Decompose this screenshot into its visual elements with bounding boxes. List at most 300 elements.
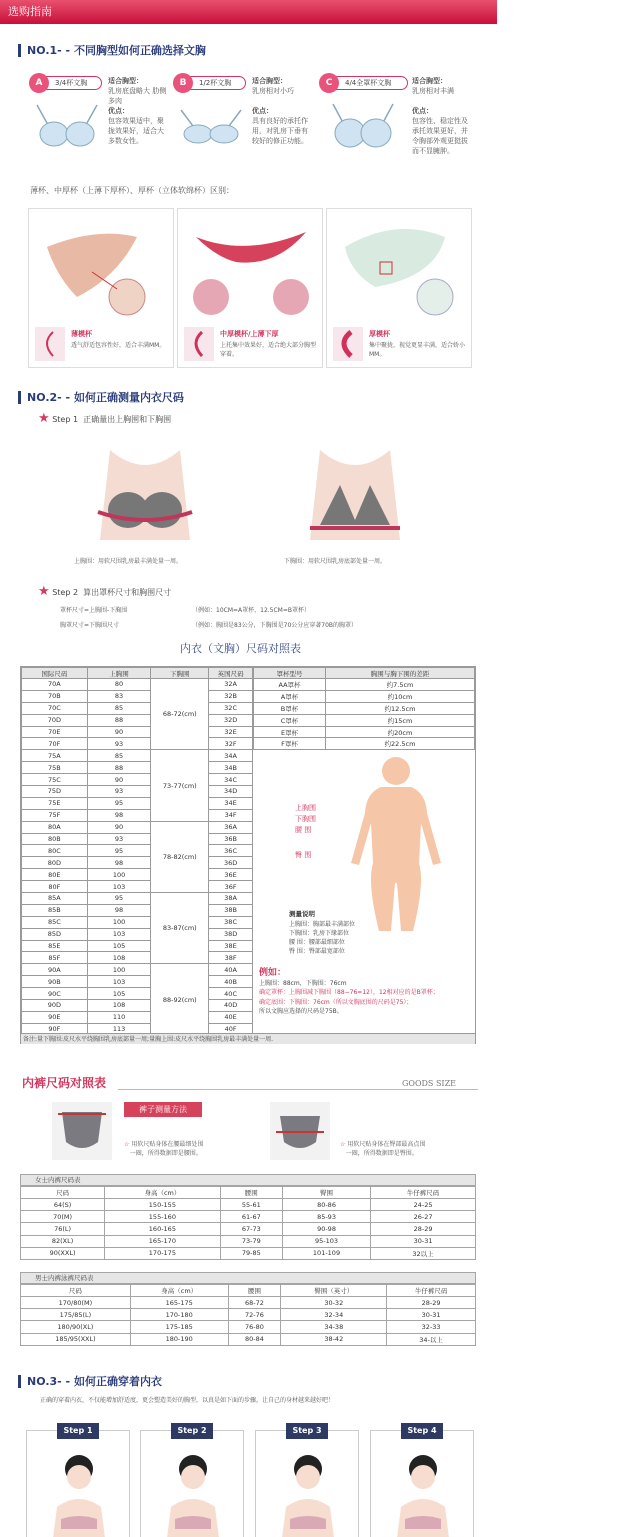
cup-letter-a: A <box>29 73 49 93</box>
table-cell: 73-77(cm) <box>151 750 209 821</box>
table-cell: 76(L) <box>21 1223 105 1235</box>
section3-intro: 正确的穿着内衣，不仅能增加舒适度，更会塑造美好的胸型，以真是如下面的步骤，让自己的身材越来越好吧！ <box>40 1397 335 1404</box>
star-icon: ★ <box>38 411 50 426</box>
pants-col-header: 牛仔裤尺码 <box>371 1187 476 1199</box>
table-row <box>22 726 253 738</box>
cup-name-a: 3/4杯文胸 <box>55 79 88 87</box>
table-cell: 80B <box>22 833 88 845</box>
men-pants-table <box>20 1284 476 1346</box>
table-row <box>22 1000 253 1012</box>
table-row <box>21 1333 476 1345</box>
section2-title: NO.2- - 如何正确测量内衣尺码 <box>18 391 184 404</box>
table-cell: 155-160 <box>105 1211 221 1223</box>
table-cell: 36B <box>209 833 253 845</box>
table-cell: 40A <box>209 964 253 976</box>
body-labels <box>295 803 316 861</box>
table-cell: 68-72 <box>228 1297 281 1309</box>
bra-col-header: 下胸围 <box>151 668 209 679</box>
table-row <box>22 869 253 881</box>
table-cell: 100 <box>87 869 151 881</box>
table-cell: 38B <box>209 904 253 916</box>
body-label: 下胸围 <box>295 815 316 823</box>
table-cell: A罩杯 <box>254 690 326 702</box>
example-block <box>259 969 473 1017</box>
pants-col-header: 身高（cm） <box>105 1187 221 1199</box>
table-cell: 32-33 <box>387 1321 476 1333</box>
table-cell: 90(XXL) <box>21 1247 105 1259</box>
table-row <box>21 1321 476 1333</box>
table-row <box>22 976 253 988</box>
table-cell: 105 <box>87 988 151 1000</box>
table-cell: 90C <box>22 988 88 1000</box>
table-cell: 34C <box>209 774 253 786</box>
table-cell: 160-165 <box>105 1223 221 1235</box>
table-cell: 72-76 <box>228 1309 281 1321</box>
wear-step-card <box>26 1426 130 1537</box>
pad-name-medium: 中厚模杯/上薄下厚 <box>220 330 279 338</box>
table-cell: 76-80 <box>228 1321 281 1333</box>
table-cell: 90 <box>87 726 151 738</box>
bra-col-header: 罩杯型号 <box>254 668 326 679</box>
table-cell: 170-175 <box>105 1247 221 1259</box>
wear-step-card <box>255 1426 359 1537</box>
bra-size-table <box>21 667 253 1036</box>
table-cell: 180/90(XL) <box>21 1321 131 1333</box>
table-cell: 79-85 <box>220 1247 282 1259</box>
pants-col-header: 臀围（英寸） <box>281 1285 387 1297</box>
cup-letter-c: C <box>319 73 339 93</box>
formula1-example: （例如：10CM=A罩杯，12.5CM=B罩杯） <box>192 607 311 614</box>
table-cell: 170-180 <box>130 1309 228 1321</box>
table-cell: 34F <box>209 809 253 821</box>
under-chest-caption: 下胸围：用软尺围乳房底部处量一周。 <box>284 558 387 565</box>
table-cell: 100 <box>87 916 151 928</box>
table-cell: 101-109 <box>282 1247 370 1259</box>
cup-name-b: 1/2杯文胸 <box>199 79 232 87</box>
table-cell: 95 <box>87 845 151 857</box>
table-cell: 36F <box>209 881 253 893</box>
table-row <box>21 1199 476 1211</box>
table-row <box>22 1011 253 1023</box>
torso-lower-image <box>300 440 410 550</box>
cup-card-b <box>172 72 322 172</box>
table-cell: 64(S) <box>21 1199 105 1211</box>
pad-image-medium <box>186 217 316 317</box>
cup-letter-b: B <box>173 73 193 93</box>
table-cell: 80-84 <box>228 1333 281 1345</box>
table-cell: 34-38 <box>281 1321 387 1333</box>
section3-title: NO.3- - 如何正确穿着内衣 <box>18 1375 162 1388</box>
cup-fit-a: 乳房底盘略大 肋侧多肉 <box>108 87 167 105</box>
measure-item: 下胸围：乳房下缘部位 <box>289 930 350 937</box>
table-cell: 32F <box>209 738 253 750</box>
table-row <box>22 797 253 809</box>
pad-image-thick <box>335 217 465 317</box>
table-cell: 70C <box>22 702 88 714</box>
table-row <box>21 1247 476 1259</box>
table-row <box>254 738 475 750</box>
pad-name-thick: 厚模杯 <box>369 330 390 338</box>
table-cell: 38D <box>209 928 253 940</box>
divider <box>118 1089 478 1090</box>
table-cell: 34A <box>209 750 253 762</box>
table-cell: C罩杯 <box>254 714 326 726</box>
table-cell: 90A <box>22 964 88 976</box>
star-icon: ★ <box>38 584 50 599</box>
table-cell: 38A <box>209 893 253 905</box>
step1-row <box>38 413 171 426</box>
table-cell: 70F <box>22 738 88 750</box>
body-label: 腰 围 <box>295 826 312 834</box>
table-row <box>22 881 253 893</box>
table-cell: 约20cm <box>326 726 475 738</box>
pad-image-thin <box>37 217 167 317</box>
table-cell: 40C <box>209 988 253 1000</box>
table-row <box>22 845 253 857</box>
pants-title-en: GOODS SIZE <box>402 1079 456 1088</box>
table-cell: 约10cm <box>326 690 475 702</box>
table-cell: 180-190 <box>130 1333 228 1345</box>
waist-note-1: 用软尺贴身体在腰最细处围 <box>131 1141 204 1148</box>
wear-step-label: Step 4 <box>401 1423 443 1439</box>
measure-notes <box>289 909 355 956</box>
table-cell: 40B <box>209 976 253 988</box>
bra-image-a <box>32 100 102 150</box>
table-cell: 61-67 <box>220 1211 282 1223</box>
table-row <box>22 857 253 869</box>
pants-col-header: 尺码 <box>21 1187 105 1199</box>
cup-adv-label-b: 优点： <box>252 107 273 115</box>
pad-card-medium <box>177 208 323 368</box>
table-cell: 70E <box>22 726 88 738</box>
table-row <box>22 964 253 976</box>
wear-step-card <box>370 1426 474 1537</box>
table-cell: 32C <box>209 702 253 714</box>
table-cell: 80A <box>22 821 88 833</box>
table-cell: 80E <box>22 869 88 881</box>
men-caption: 男士内裤泳裤尺码表 <box>35 1274 94 1282</box>
table-row <box>22 940 253 952</box>
formula2-example: （例如：胸围是83公分，下胸围是70公分应穿著70B的胸罩） <box>192 622 358 629</box>
table-cell: 108 <box>87 952 151 964</box>
table-row <box>22 679 253 691</box>
pants-col-header: 身高（cm） <box>130 1285 228 1297</box>
cup-adv-a: 包容效果适中，聚拢效果好，适合大多数女性。 <box>108 117 164 145</box>
example-line: 确定底围：下胸围：76cm（所以文胸底围的尺码是75）； <box>259 998 413 1006</box>
example-line: 上胸围：88cm，下胸围：76cm <box>259 979 347 987</box>
table-cell: 98 <box>87 857 151 869</box>
table-cell: 30-31 <box>371 1235 476 1247</box>
table-cell: 38C <box>209 916 253 928</box>
table-cell: 38E <box>209 940 253 952</box>
table-cell: 32-34 <box>281 1309 387 1321</box>
table-cell: 85D <box>22 928 88 940</box>
table-cell: 34D <box>209 786 253 798</box>
table-cell: 80-86 <box>282 1199 370 1211</box>
table-cell: 36A <box>209 821 253 833</box>
table-cell: 约7.5cm <box>326 679 475 691</box>
step2-label: Step 2 <box>52 588 79 597</box>
table-cell: 85B <box>22 904 88 916</box>
table-cell: 80 <box>87 679 151 691</box>
table-row <box>254 690 475 702</box>
table-cell: 73-79 <box>220 1235 282 1247</box>
pad-icon-thin <box>35 327 65 361</box>
pad-icon-medium <box>184 327 214 361</box>
wear-step-image <box>276 1447 340 1537</box>
step2-row <box>38 586 171 599</box>
table-cell: 103 <box>87 928 151 940</box>
table-cell: 90E <box>22 1011 88 1023</box>
table-cell: 95-103 <box>282 1235 370 1247</box>
table-row <box>254 702 475 714</box>
table-cell: 38F <box>209 952 253 964</box>
bra-image-c <box>328 100 398 150</box>
women-table-caption <box>20 1174 476 1186</box>
table-cell: 83 <box>87 690 151 702</box>
table-cell: E罩杯 <box>254 726 326 738</box>
table-cell: AA罩杯 <box>254 679 326 691</box>
table-cell: 88 <box>87 714 151 726</box>
bra-col-header: 上胸围 <box>87 668 151 679</box>
pants-col-header: 臀围 <box>282 1187 370 1199</box>
bra-table-title: 内衣（文胸）尺码对照表 <box>180 642 301 655</box>
table-cell: 90F <box>22 1023 88 1035</box>
pants-col-header: 腰围 <box>220 1187 282 1199</box>
table-cell: 75B <box>22 762 88 774</box>
table-cell: 36E <box>209 869 253 881</box>
table-row <box>22 893 253 905</box>
table-cell: 85E <box>22 940 88 952</box>
table-cell: 85F <box>22 952 88 964</box>
cup-card-c <box>318 72 478 172</box>
table-cell: 82(XL) <box>21 1235 105 1247</box>
table-cell: 40D <box>209 1000 253 1012</box>
table-cell: 165-170 <box>105 1235 221 1247</box>
table-cell: 约12.5cm <box>326 702 475 714</box>
table-row <box>21 1235 476 1247</box>
step2-text: 算出罩杯尺寸和胸围尺寸 <box>83 588 172 597</box>
bra-col-header: 国际尺码 <box>22 668 88 679</box>
table-cell: 90B <box>22 976 88 988</box>
pads-intro: 薄杯、中厚杯（上薄下厚杯）、厚杯（立体软绵杯）区别： <box>30 186 234 195</box>
table-cell: 88-92(cm) <box>151 964 209 1035</box>
pants-title: 内裤尺码对照表 <box>22 1076 107 1090</box>
table-cell: B罩杯 <box>254 702 326 714</box>
table-row <box>22 690 253 702</box>
table-cell: 30-32 <box>281 1297 387 1309</box>
hip-note-2: 一圈，所得数据即是臀围。 <box>345 1150 418 1157</box>
cup-name-c: 4/4全罩杯文胸 <box>345 79 392 87</box>
table-cell: 约15cm <box>326 714 475 726</box>
table-cell: 175/85(L) <box>21 1309 131 1321</box>
table-cell: 90 <box>87 821 151 833</box>
table-cell: 34E <box>209 797 253 809</box>
table-cell: 70B <box>22 690 88 702</box>
guide-header-title: 选购指南 <box>8 5 52 18</box>
table-cell: 85-93 <box>282 1211 370 1223</box>
pad-desc-medium: 上托集中效果好，适合绝大部分胸型穿着。 <box>220 342 317 358</box>
table-row <box>22 952 253 964</box>
pad-desc-thick: 集中聚拢，视觉更显丰满，适合娇小MM。 <box>369 342 466 358</box>
measure-item: 上胸围：胸部最丰满部位 <box>289 921 356 928</box>
table-cell: 32E <box>209 726 253 738</box>
cup-fit-label-a: 适合胸型： <box>108 77 143 85</box>
table-cell: 103 <box>87 976 151 988</box>
star-icon: ☆ <box>340 1141 346 1148</box>
table-row <box>22 904 253 916</box>
wear-step-label: Step 1 <box>57 1423 99 1439</box>
table-row <box>21 1223 476 1235</box>
table-cell: 75A <box>22 750 88 762</box>
women-caption: 女士内裤尺码表 <box>35 1176 81 1184</box>
table-cell: 100 <box>87 964 151 976</box>
cup-adv-b: 具有良好的承托作用，对乳房下垂有较好的修正功能。 <box>252 117 308 145</box>
step1-label: Step 1 <box>52 415 79 424</box>
table-cell: 105 <box>87 940 151 952</box>
pants-col-header: 腰围 <box>228 1285 281 1297</box>
table-cell: 93 <box>87 833 151 845</box>
table-cell: 85C <box>22 916 88 928</box>
table-cell: 108 <box>87 1000 151 1012</box>
table-row <box>21 1297 476 1309</box>
table-cell: 38-42 <box>281 1333 387 1345</box>
table-row <box>22 750 253 762</box>
table-cell: 80D <box>22 857 88 869</box>
section1-title: NO.1- - 不同胸型如何正确选择文胸 <box>18 44 206 57</box>
table-cell: 30-31 <box>387 1309 476 1321</box>
table-cell: 28-29 <box>387 1297 476 1309</box>
table-cell: 90 <box>87 774 151 786</box>
formula2: 胸罩尺寸=下胸围尺寸 <box>60 622 120 629</box>
table-cell: 70(M) <box>21 1211 105 1223</box>
measure-item: 臀 围：臀部最宽部位 <box>289 948 345 955</box>
cup-card-a <box>28 72 178 172</box>
cup-fit-c: 乳房相对丰满 <box>412 87 454 95</box>
measure-title: 测量说明 <box>289 910 315 918</box>
cup-fit-label-c: 适合胸型： <box>412 77 447 85</box>
table-row <box>21 1309 476 1321</box>
cup-fit-label-b: 适合胸型： <box>252 77 287 85</box>
cup-adv-label-c: 优点： <box>412 107 433 115</box>
table-cell: 90D <box>22 1000 88 1012</box>
cup-adv-c: 包容性、稳定性及承托效果更好，并令胸部外观更挺拔而不显臃肿。 <box>412 117 468 155</box>
wear-step-image <box>391 1447 455 1537</box>
table-cell: F罩杯 <box>254 738 326 750</box>
table-cell: 80F <box>22 881 88 893</box>
table-cell: 95 <box>87 797 151 809</box>
table-cell: 78-82(cm) <box>151 821 209 892</box>
bra-size-table-wrap <box>20 666 476 1044</box>
table-cell: 93 <box>87 738 151 750</box>
table-cell: 85A <box>22 893 88 905</box>
table-row <box>254 714 475 726</box>
table-cell: 165-175 <box>130 1297 228 1309</box>
pad-card-thin <box>28 208 174 368</box>
table-cell: 70D <box>22 714 88 726</box>
table-row <box>22 916 253 928</box>
table-row <box>22 821 253 833</box>
table-row <box>254 679 475 691</box>
bra-table-footnote: 备注:量下胸围:皮尺水平绕胸围乳房底部量一周;量胸上围:皮尺水平绕胸围乳房最丰满处量一周. <box>21 1033 475 1044</box>
table-cell: 85 <box>87 750 151 762</box>
wear-step-image <box>161 1447 225 1537</box>
table-cell: 32A <box>209 679 253 691</box>
table-row <box>22 833 253 845</box>
table-cell: 36D <box>209 857 253 869</box>
table-row <box>22 809 253 821</box>
table-cell: 26-27 <box>371 1211 476 1223</box>
table-cell: 34B <box>209 762 253 774</box>
table-cell: 约22.5cm <box>326 738 475 750</box>
table-cell: 170/80(M) <box>21 1297 131 1309</box>
table-cell: 80C <box>22 845 88 857</box>
women-pants-table <box>20 1186 476 1260</box>
pad-icon-thick <box>333 327 363 361</box>
table-row <box>22 774 253 786</box>
table-cell: 36C <box>209 845 253 857</box>
table-cell: 98 <box>87 809 151 821</box>
table-cell: 40E <box>209 1011 253 1023</box>
measure-item: 腰 围：腰部最细部位 <box>289 939 345 946</box>
table-cell: 75E <box>22 797 88 809</box>
table-cell: 40F <box>209 1023 253 1035</box>
table-cell: 83-87(cm) <box>151 893 209 964</box>
bra-col-header: 胸围与胸下围的差距 <box>326 668 475 679</box>
table-cell: 24-25 <box>371 1199 476 1211</box>
table-cell: 113 <box>87 1023 151 1035</box>
body-label: 上胸围 <box>295 804 316 812</box>
table-cell: 68-72(cm) <box>151 679 209 750</box>
guide-header-bar <box>0 0 497 24</box>
example-line: 所以文胸应选择的尺码是75B。 <box>259 1008 343 1015</box>
waist-note <box>124 1140 203 1158</box>
table-cell: 75D <box>22 786 88 798</box>
torso-upper-image <box>90 440 200 550</box>
table-row <box>22 738 253 750</box>
cup-adv-label-a: 优点： <box>108 107 129 115</box>
bra-image-b <box>176 100 246 150</box>
table-cell: 75C <box>22 774 88 786</box>
table-cell: 98 <box>87 904 151 916</box>
example-line: 确定罩杯：上胸围减下胸围（88−76=12），12相对应的是B罩杯； <box>259 989 439 996</box>
example-title: 例如： <box>259 968 287 978</box>
table-cell: 32以上 <box>371 1247 476 1259</box>
table-row <box>21 1211 476 1223</box>
cup-diff-table <box>253 667 475 750</box>
table-cell: 32B <box>209 690 253 702</box>
table-cell: 32D <box>209 714 253 726</box>
table-cell: 93 <box>87 786 151 798</box>
waist-note-2: 一圈，所得数据即是腰围。 <box>129 1150 202 1157</box>
wear-step-label: Step 2 <box>171 1423 213 1439</box>
upper-chest-caption: 上胸围：用软尺围乳房最丰满处量一周。 <box>74 558 183 565</box>
table-cell: 110 <box>87 1011 151 1023</box>
table-row <box>22 786 253 798</box>
table-row <box>22 762 253 774</box>
table-row <box>254 726 475 738</box>
pad-name-thin: 薄模杯 <box>71 330 92 338</box>
table-cell: 90-98 <box>282 1223 370 1235</box>
table-cell: 95 <box>87 893 151 905</box>
table-row <box>22 702 253 714</box>
pants-method-title: 裤子测量方法 <box>124 1102 202 1117</box>
hip-note <box>340 1140 425 1158</box>
wear-step-card <box>140 1426 244 1537</box>
table-cell: 150-155 <box>105 1199 221 1211</box>
star-icon: ☆ <box>124 1141 130 1148</box>
table-row <box>22 988 253 1000</box>
